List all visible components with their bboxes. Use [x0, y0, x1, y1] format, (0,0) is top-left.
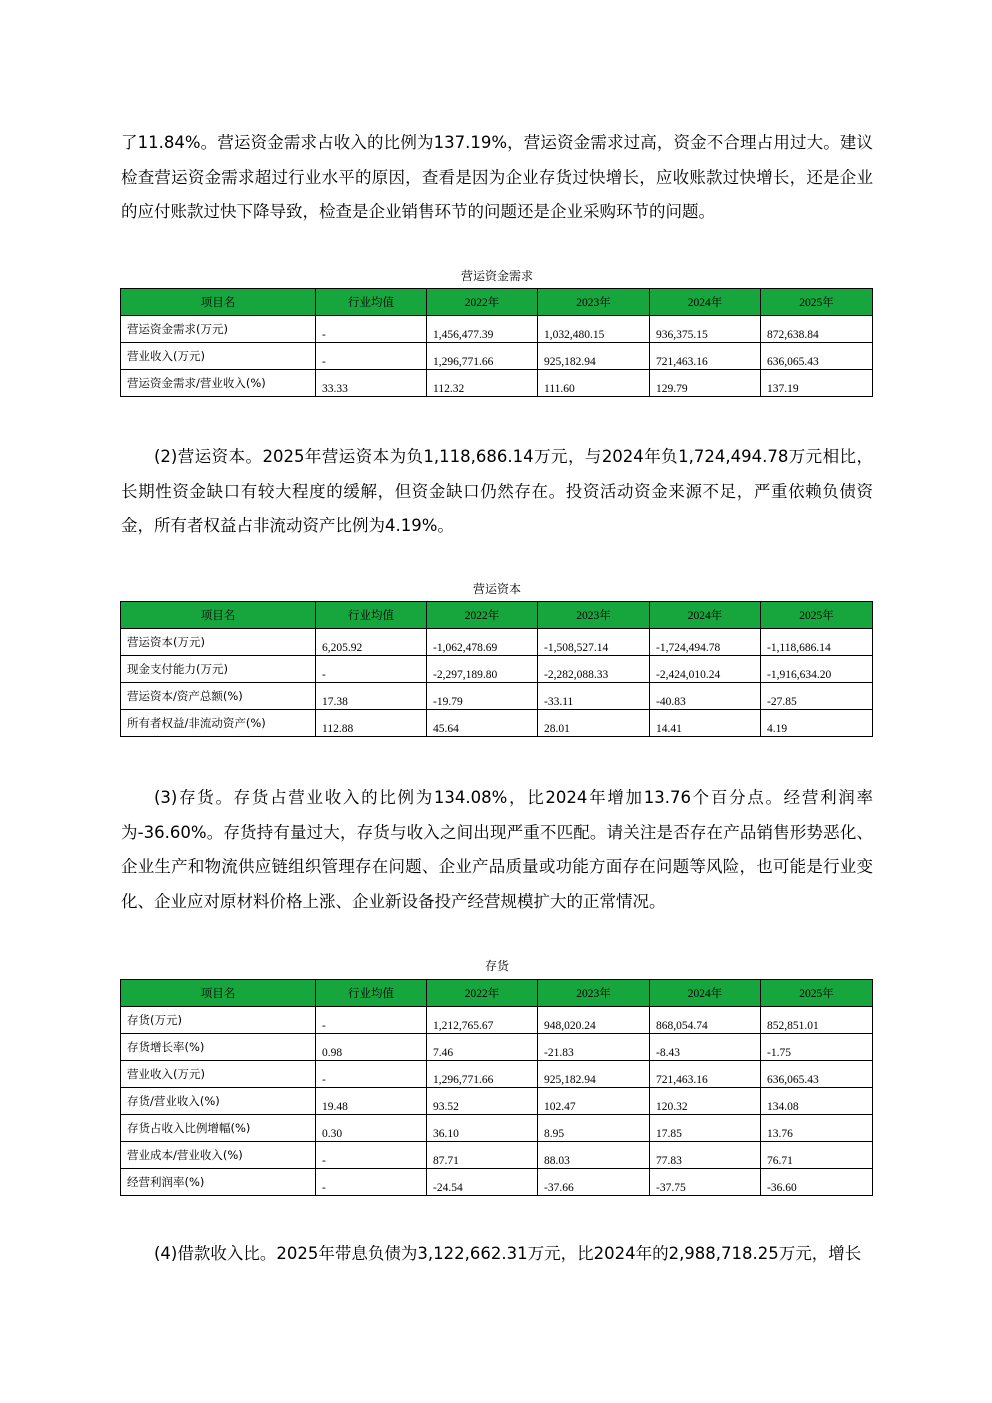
table-cell: [316, 1088, 427, 1115]
table-cell: [761, 710, 873, 737]
row-label: 营业收入(万元): [121, 343, 316, 370]
cell-value: 134.08: [767, 1101, 799, 1113]
table-cell: [427, 710, 538, 737]
cell-value: 721,463.16: [656, 356, 708, 368]
table-cell: [538, 656, 650, 683]
table-row: [121, 1034, 873, 1061]
table-cell: [761, 629, 873, 656]
table-cell: [650, 343, 761, 370]
table-row: [121, 1115, 873, 1142]
table-cell: [650, 1142, 761, 1169]
column-header: 2025年: [761, 289, 873, 316]
cell-value: -1.75: [767, 1047, 791, 1059]
row-label: 营运资本/资产总额(%): [121, 683, 316, 710]
cell-value: 7.46: [433, 1047, 454, 1059]
table-row: [121, 1142, 873, 1169]
column-header: 2024年: [650, 602, 761, 629]
row-label: 营运资本(万元): [121, 629, 316, 656]
cell-value: 111.60: [544, 383, 575, 395]
row-label: 存货占收入比例增幅(%): [121, 1115, 316, 1142]
table-cell: [761, 1034, 873, 1061]
cell-value: 120.32: [656, 1101, 688, 1113]
cell-value: 636,065.43: [767, 1074, 819, 1086]
table-cell: [427, 1142, 538, 1169]
paragraph-borrowing-ratio: (4)借款收入比。2025年带息负债为3,122,662.31万元，比2024年的2,988,718.25万元，增长: [154, 1244, 862, 1263]
table-cell: [650, 710, 761, 737]
cell-value: -27.85: [767, 696, 797, 708]
table-cell: [427, 1007, 538, 1034]
cell-value: -19.79: [433, 696, 463, 708]
column-header: 2024年: [650, 289, 761, 316]
table-cell: [650, 1007, 761, 1034]
cell-value: -: [322, 329, 326, 341]
cell-value: 1,456,477.39: [433, 329, 494, 341]
table-working-capital: [120, 601, 873, 737]
table-cell: [650, 683, 761, 710]
table-cell: [538, 1115, 650, 1142]
cell-value: 0.98: [322, 1047, 343, 1059]
cell-value: -24.54: [433, 1182, 463, 1194]
table-row: [121, 629, 873, 656]
cell-value: -37.66: [544, 1182, 574, 1194]
table-cell: [427, 656, 538, 683]
table-cell: [761, 656, 873, 683]
table-cell: [427, 1034, 538, 1061]
row-label: 现金支付能力(万元): [121, 656, 316, 683]
table-row: [121, 316, 873, 343]
table-header-row: [121, 602, 873, 629]
table-cell: [650, 316, 761, 343]
table-cell: [316, 683, 427, 710]
table-cell: [761, 1088, 873, 1115]
table-row: [121, 343, 873, 370]
cell-value: 948,020.24: [544, 1020, 596, 1032]
table-cell: [316, 710, 427, 737]
cell-value: 17.85: [656, 1128, 682, 1140]
table-cell: [650, 1115, 761, 1142]
cell-value: 721,463.16: [656, 1074, 708, 1086]
table-cell: [538, 1142, 650, 1169]
table-cell: [538, 1061, 650, 1088]
cell-value: 88.03: [544, 1155, 570, 1167]
column-header: 2025年: [761, 602, 873, 629]
cell-value: -36.60: [767, 1182, 797, 1194]
column-header: 行业均值: [316, 980, 427, 1007]
cell-value: 1,296,771.66: [433, 1074, 494, 1086]
table-cell: [650, 656, 761, 683]
cell-value: 28.01: [544, 723, 570, 735]
cell-value: 93.52: [433, 1101, 459, 1113]
cell-value: -40.83: [656, 696, 686, 708]
cell-value: 925,182.94: [544, 1074, 596, 1086]
cell-value: 868,054.74: [656, 1020, 708, 1032]
paragraph-working-capital: (2)营运资本。2025年营运资本为负1,118,686.14万元，与2024年负1,724,494.78万元相比，长期性资金缺口有较大程度的缓解，但资金缺口仍然存在。投资活动资金来源不足，严重依赖负债资金，所有者权益占非流动资产比例为4.19%。: [121, 447, 873, 535]
row-label: 经营利润率(%): [121, 1169, 316, 1196]
cell-value: 936,375.15: [656, 329, 708, 341]
table-caption: 存货: [484, 959, 509, 973]
cell-value: 1,212,765.67: [433, 1020, 494, 1032]
table-cell: [427, 683, 538, 710]
table-cell: [761, 1007, 873, 1034]
table-cell: [761, 1169, 873, 1196]
table-cell: [538, 1088, 650, 1115]
paragraph-inventory: (3)存货。存货占营业收入的比例为134.08%，比2024年增加13.76个百分点。经营利润率为-36.60%。存货持有量过大，存货与收入之间出现严重不匹配。请关注是否存在产品销售形势恶化、企业生产和物流供应链组织管理存在问题、企业产品质量或功能方面存在问题等风险，也可能是行业变化、企业应对原材料价格上涨、企业新设备投产经营规模扩大的正常情况。: [121, 788, 873, 911]
cell-value: 129.79: [656, 383, 688, 395]
cell-value: -21.83: [544, 1047, 574, 1059]
table-caption: 营运资本: [472, 582, 521, 596]
cell-value: 36.10: [433, 1128, 459, 1140]
cell-value: 925,182.94: [544, 356, 596, 368]
table-cell: [538, 683, 650, 710]
cell-value: -1,508,527.14: [544, 642, 609, 654]
table-cell: [427, 1169, 538, 1196]
table-cell: [761, 683, 873, 710]
cell-value: -: [322, 1182, 326, 1194]
cell-value: 1,032,480.15: [544, 329, 605, 341]
cell-value: 77.83: [656, 1155, 682, 1167]
row-label: 营运资金需求(万元): [121, 316, 316, 343]
table-cell: [538, 710, 650, 737]
column-header: 2022年: [427, 980, 538, 1007]
cell-value: -2,297,189.80: [433, 669, 498, 681]
cell-value: 19.48: [322, 1101, 348, 1113]
cell-value: -1,724,494.78: [656, 642, 721, 654]
table-cell: [538, 1169, 650, 1196]
paragraph-working-capital-demand: 了11.84%。营运资金需求占收入的比例为137.19%，营运资金需求过高，资金不合理占用过大。建议检查营运资金需求超过行业水平的原因，查看是因为企业存货过快增长，应收账款过快增长，还是企业的应付账款过快下降导致，检查是企业销售环节的问题还是企业采购环节的问题。: [121, 133, 873, 221]
table-cell: [538, 370, 650, 397]
table-row: [121, 656, 873, 683]
cell-value: 8.95: [544, 1128, 565, 1140]
table-cell: [316, 1142, 427, 1169]
cell-value: 0.30: [322, 1128, 343, 1140]
table-inventory: [120, 979, 873, 1196]
cell-value: 33.33: [322, 383, 348, 395]
table-cell: [761, 1142, 873, 1169]
table-cell: [761, 316, 873, 343]
table-cell: [316, 1007, 427, 1034]
table-cell: [427, 370, 538, 397]
table-cell: [538, 343, 650, 370]
cell-value: 636,065.43: [767, 356, 819, 368]
table-cell: [538, 1007, 650, 1034]
cell-value: 112.32: [433, 383, 465, 395]
cell-value: -37.75: [656, 1182, 686, 1194]
row-label: 所有者权益/非流动资产(%): [121, 710, 316, 737]
cell-value: 112.88: [322, 723, 354, 735]
cell-value: -1,916,634.20: [767, 669, 832, 681]
cell-value: 872,638.84: [767, 329, 819, 341]
table-row: [121, 1007, 873, 1034]
column-header: 2023年: [538, 602, 650, 629]
cell-value: -: [322, 356, 326, 368]
row-label: 存货(万元): [121, 1007, 316, 1034]
cell-value: -: [322, 1020, 326, 1032]
table-cell: [650, 629, 761, 656]
table-working-capital-demand: [120, 288, 873, 397]
table-cell: [761, 1115, 873, 1142]
cell-value: 6,205.92: [322, 642, 363, 654]
table-cell: [538, 1034, 650, 1061]
table-cell: [427, 1088, 538, 1115]
row-label: 存货/营业收入(%): [121, 1088, 316, 1115]
column-header: 项目名: [121, 602, 316, 629]
table-cell: [427, 343, 538, 370]
table-cell: [761, 370, 873, 397]
column-header: 2022年: [427, 289, 538, 316]
table-cell: [316, 629, 427, 656]
row-label: 营业成本/营业收入(%): [121, 1142, 316, 1169]
cell-value: -2,424,010.24: [656, 669, 721, 681]
table-cell: [650, 1169, 761, 1196]
table-cell: [427, 629, 538, 656]
table-row: [121, 1088, 873, 1115]
table-cell: [316, 656, 427, 683]
table-row: [121, 370, 873, 397]
cell-value: 45.64: [433, 723, 459, 735]
table-cell: [316, 343, 427, 370]
table-caption: 营运资金需求: [460, 269, 533, 283]
table-cell: [316, 370, 427, 397]
row-label: 营业收入(万元): [121, 1061, 316, 1088]
cell-value: 852,851.01: [767, 1020, 819, 1032]
table-row: [121, 710, 873, 737]
cell-value: 102.47: [544, 1101, 576, 1113]
table-cell: [316, 1169, 427, 1196]
table-cell: [538, 316, 650, 343]
table-cell: [650, 1034, 761, 1061]
table-cell: [761, 1061, 873, 1088]
table-cell: [316, 1115, 427, 1142]
cell-value: -33.11: [544, 696, 574, 708]
cell-value: -8.43: [656, 1047, 680, 1059]
cell-value: 14.41: [656, 723, 682, 735]
cell-value: -1,062,478.69: [433, 642, 498, 654]
cell-value: 87.71: [433, 1155, 459, 1167]
table-cell: [427, 1061, 538, 1088]
cell-value: 13.76: [767, 1128, 793, 1140]
table-row: [121, 1169, 873, 1196]
table-row: [121, 683, 873, 710]
cell-value: 1,296,771.66: [433, 356, 494, 368]
column-header: 行业均值: [316, 289, 427, 316]
cell-value: -: [322, 669, 326, 681]
row-label: 存货增长率(%): [121, 1034, 316, 1061]
column-header: 2025年: [761, 980, 873, 1007]
cell-value: -1,118,686.14: [767, 642, 831, 654]
table-cell: [427, 316, 538, 343]
column-header: 项目名: [121, 289, 316, 316]
table-row: [121, 1061, 873, 1088]
table-header-row: [121, 289, 873, 316]
table-cell: [650, 1061, 761, 1088]
table-cell: [650, 370, 761, 397]
table-cell: [650, 1088, 761, 1115]
cell-value: 137.19: [767, 383, 799, 395]
table-cell: [316, 316, 427, 343]
row-label: 营运资金需求/营业收入(%): [121, 370, 316, 397]
table-cell: [316, 1034, 427, 1061]
cell-value: -2,282,088.33: [544, 669, 609, 681]
cell-value: 17.38: [322, 696, 348, 708]
column-header: 2022年: [427, 602, 538, 629]
table-cell: [538, 629, 650, 656]
table-header-row: [121, 980, 873, 1007]
column-header: 项目名: [121, 980, 316, 1007]
table-cell: [316, 1061, 427, 1088]
column-header: 2024年: [650, 980, 761, 1007]
cell-value: 76.71: [767, 1155, 793, 1167]
table-cell: [761, 343, 873, 370]
column-header: 2023年: [538, 289, 650, 316]
table-cell: [427, 1115, 538, 1142]
cell-value: -: [322, 1155, 326, 1167]
column-header: 行业均值: [316, 602, 427, 629]
cell-value: -: [322, 1074, 326, 1086]
cell-value: 4.19: [767, 723, 788, 735]
column-header: 2023年: [538, 980, 650, 1007]
